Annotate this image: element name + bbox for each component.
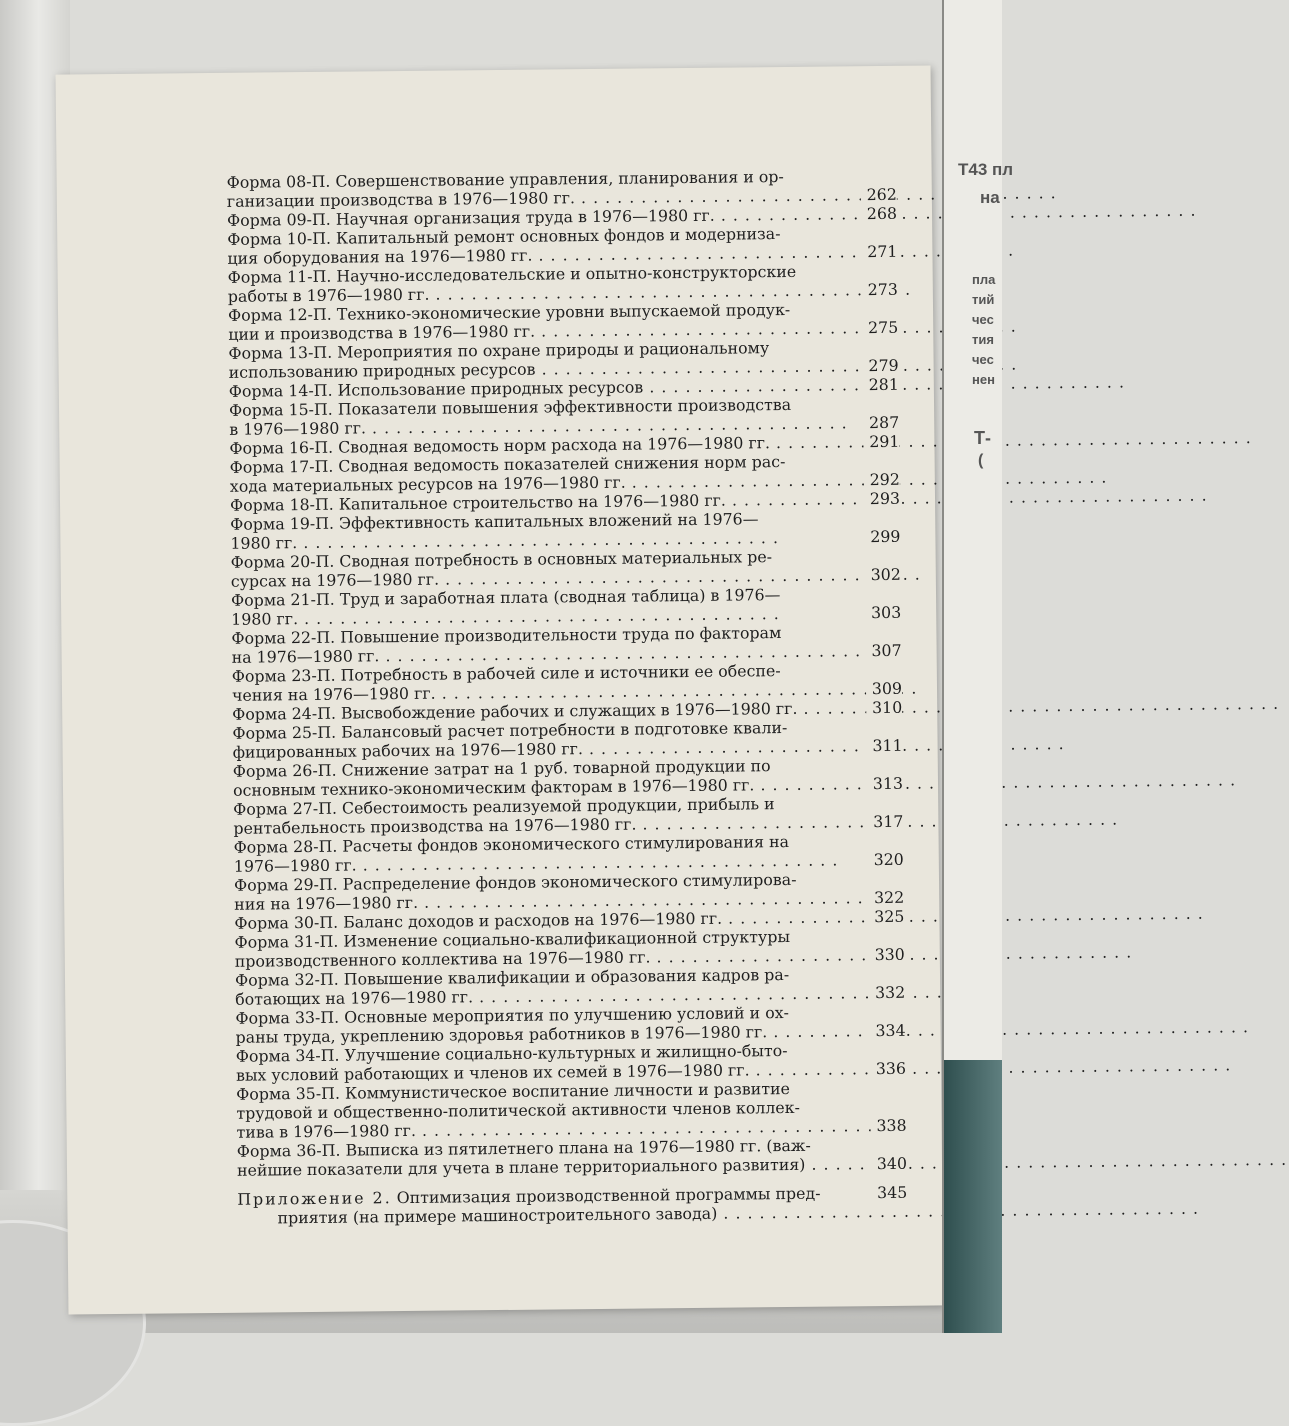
toc-entry-line: нейшие показатели для учета в плане территориального развития) . . . [237, 1154, 907, 1180]
right-book-text: чес [972, 352, 994, 367]
toc-entry-line: Форма 11-П. Научно-исследовательские и опытно-конструкторские [227, 261, 797, 287]
toc-page-number: 330 [869, 945, 905, 964]
right-book-text: пла [972, 272, 996, 287]
toc-entry-line: Форма 28-П. Расчеты фондов экономического стимулирования на [233, 831, 790, 857]
right-book-text: на [980, 188, 1000, 207]
toc-entry-line: Форма 32-П. Повышение квалификации и образования кадров ра- [234, 964, 790, 990]
toc-page-number: 338 [870, 1116, 906, 1135]
toc-entry-line: хода материальных ресурсов на 1976—1980 гг. . . . [230, 470, 900, 496]
toc-page-number: 302 [865, 565, 901, 584]
toc-entry-line: Форма 25-П. Балансовый расчет потребности в подготовке квали- [232, 717, 788, 743]
toc-entry-line: 1980 гг. . . . [231, 603, 901, 629]
right-book-text: Т43 пл [958, 160, 1014, 179]
toc-page-number: 325 [868, 907, 904, 926]
toc-entry-line: 1976—1980 гг. . . . [234, 850, 904, 876]
toc-entry-line: Форма 13-П. Мероприятия по охране природы и рациональному [228, 338, 770, 363]
toc-entry-line: раны труда, укреплению здоровья работников в 1976—1980 гг. . . . [236, 1021, 906, 1047]
toc-page-number: 303 [865, 603, 901, 622]
toc-entry-line: сурсах на 1976—1980 гг. . . . [231, 565, 901, 591]
toc-entry-line: ботающих на 1976—1980 гг. . . . [235, 983, 905, 1009]
toc-page-number: 340 [871, 1154, 907, 1173]
toc-entry-line: Форма 24-П. Высвобождение рабочих и служащих в 1976—1980 гг. . . . [232, 698, 902, 724]
toc-page-number: 313 [867, 774, 903, 793]
appendix-title-line: приятия (на примере машиностроительного завода) . . . [237, 1202, 907, 1228]
toc-page-number: 332 [869, 983, 905, 1002]
toc-page-number: 309 [866, 679, 902, 698]
toc-entry-line: Форма 21-П. Труд и заработная плата (сводная таблица) в 1976— [230, 585, 781, 610]
toc-page-number: 336 [870, 1059, 906, 1078]
toc-entry-line: Форма 33-П. Основные мероприятия по улучшению условий и ох- [235, 1002, 790, 1028]
toc-page-number: 281 [863, 375, 899, 394]
toc-page-number: 275 [862, 318, 898, 337]
toc-entry-line: работы в 1976—1980 гг. . . . [228, 280, 898, 306]
toc-entry-line: Форма 35-П. Коммунистическое воспитание личности и развитие [236, 1078, 790, 1104]
toc-entry-line: Форма 17-П. Сводная ведомость показателей снижения норм рас- [229, 451, 786, 477]
toc-entry [237, 1135, 907, 1180]
toc-entry-line: тива в 1976—1980 гг. . . . [237, 1116, 907, 1142]
toc-entry-line: Форма 36-П. Выписка из пятилетнего плана на 1976—1980 гг. (важ- [236, 1135, 811, 1161]
toc-entry-line: ганизации производства в 1976—1980 гг. . . . [227, 185, 897, 211]
toc-entry-line: ция оборудования на 1976—1980 гг. . . . [227, 242, 897, 268]
toc-entry-line: рентабельность производства на 1976—1980 гг. . . . [233, 812, 903, 838]
toc-entry-line: вых условий работающих и членов их семей в 1976—1980 гг. . . . [236, 1059, 906, 1085]
toc-entry-line: Форма 23-П. Потребность в рабочей силе и источники ее обеспе- [231, 661, 781, 686]
toc-page-number: 317 [867, 812, 903, 831]
table-of-contents [227, 166, 908, 1228]
toc-page-number: 310 [866, 698, 902, 717]
toc-entry-line: Форма 27-П. Себестоимость реализуемой продукции, прибыль и [233, 794, 775, 819]
toc-entry-line: Форма 14-П. Использование природных ресурсов . . . [229, 375, 899, 401]
toc-page-number: 268 [861, 204, 897, 223]
toc-page-number: 320 [868, 850, 904, 869]
right-book-text: Т- [974, 428, 991, 448]
toc-entry-line: фицированных рабочих на 1976—1980 гг. . . . [233, 736, 903, 762]
toc-entry-line: основным технико-экономическим факторам в 1976—1980 гг. . . . [233, 774, 903, 800]
right-book-text: нен [972, 372, 995, 387]
book-page [56, 65, 944, 1314]
toc-appendix [237, 1183, 907, 1228]
toc-entry-line: Форма 15-П. Показатели повышения эффективности производства [228, 394, 792, 420]
adjacent-book-edge [942, 0, 1014, 1333]
toc-entry-line: Форма 34-П. Улучшение социально-культурных и жилищно-быто- [235, 1041, 788, 1066]
toc-entry-line: Форма 26-П. Снижение затрат на 1 руб. товарной продукции по [232, 756, 771, 781]
toc-page-number: 307 [865, 641, 901, 660]
toc-page-number: 293 [864, 489, 900, 508]
toc-page-number: 291 [863, 432, 899, 451]
toc-entry-line: использованию природных ресурсов . . . [229, 356, 899, 382]
right-book-text: тий [972, 292, 995, 307]
right-book-text: чес [972, 312, 994, 327]
toc-entry-line: производственного коллектива на 1976—1980 гг. . . . [235, 945, 905, 971]
toc-entry-line: на 1976—1980 гг. . . . [232, 641, 902, 667]
right-book-cover-strip [944, 1060, 1002, 1333]
toc-page-number: 273 [862, 280, 898, 299]
toc-entry-line: Форма 18-П. Капитальное строительство на 1976—1980 гг. . . . [230, 489, 900, 515]
right-book-text: ( [978, 452, 984, 469]
toc-page-number: 345 [871, 1183, 907, 1202]
toc-entry-line: Форма 16-П. Сводная ведомость норм расхода на 1976—1980 гг. . . . [229, 432, 899, 458]
toc-entry-line: в 1976—1980 гг. . . . [229, 413, 899, 439]
toc-page-number: 334 [869, 1021, 905, 1040]
toc-entry-line: Форма 31-П. Изменение социально-квалификационной структуры [234, 926, 791, 952]
toc-entry-line: Форма 09-П. Научная организация труда в 1976—1980 гг. . . . [227, 204, 897, 230]
toc-page-number: 279 [862, 356, 898, 375]
toc-entry-line: Форма 20-П. Сводная потребность в основных материальных ре- [230, 547, 773, 572]
toc-entry [236, 1078, 907, 1142]
toc-page-number: 299 [864, 527, 900, 546]
appendix-title-line: Оптимизация производственной программы пред- [396, 1183, 821, 1208]
toc-page-number: 311 [866, 736, 902, 755]
toc-entry-line: Форма 10-П. Капитальный ремонт основных фондов и модерниза- [227, 224, 781, 249]
toc-page-number: 322 [868, 888, 904, 907]
toc-entry-line: Форма 08-П. Совершенствование управления, планирования и ор- [226, 166, 784, 192]
appendix-label: Приложение 2. [237, 1188, 392, 1209]
toc-entry-line: Форма 29-П. Распределение фондов экономического стимулирова- [233, 869, 797, 895]
toc-entry-line: ции и производства в 1976—1980 гг. . . . [228, 318, 898, 344]
toc-page-number: 271 [861, 242, 897, 261]
toc-page-number: 262 [861, 185, 897, 204]
toc-page-number: 287 [863, 413, 899, 432]
right-book-text: тия [972, 332, 994, 347]
toc-entry-line: 1980 гг. . . . [230, 527, 900, 553]
toc-entry-line: трудовой и общественно-политической активности членов коллек- [236, 1097, 801, 1123]
toc-entry-line: Форма 22-П. Повышение производительности труда по факторам [231, 623, 782, 648]
toc-page-number: 292 [864, 470, 900, 489]
toc-entry-line: Форма 30-П. Баланс доходов и расходов на 1976—1980 гг. . . . [234, 907, 904, 933]
toc-entry-line: Форма 19-П. Эффективность капитальных вложений на 1976— [230, 509, 759, 534]
toc-entry-line: Форма 12-П. Технико-экономические уровни выпускаемой продук- [227, 299, 791, 325]
toc-entry-line: ния на 1976—1980 гг. . . . [234, 888, 904, 914]
toc-entry-line: чения на 1976—1980 гг. . . . [232, 679, 902, 705]
